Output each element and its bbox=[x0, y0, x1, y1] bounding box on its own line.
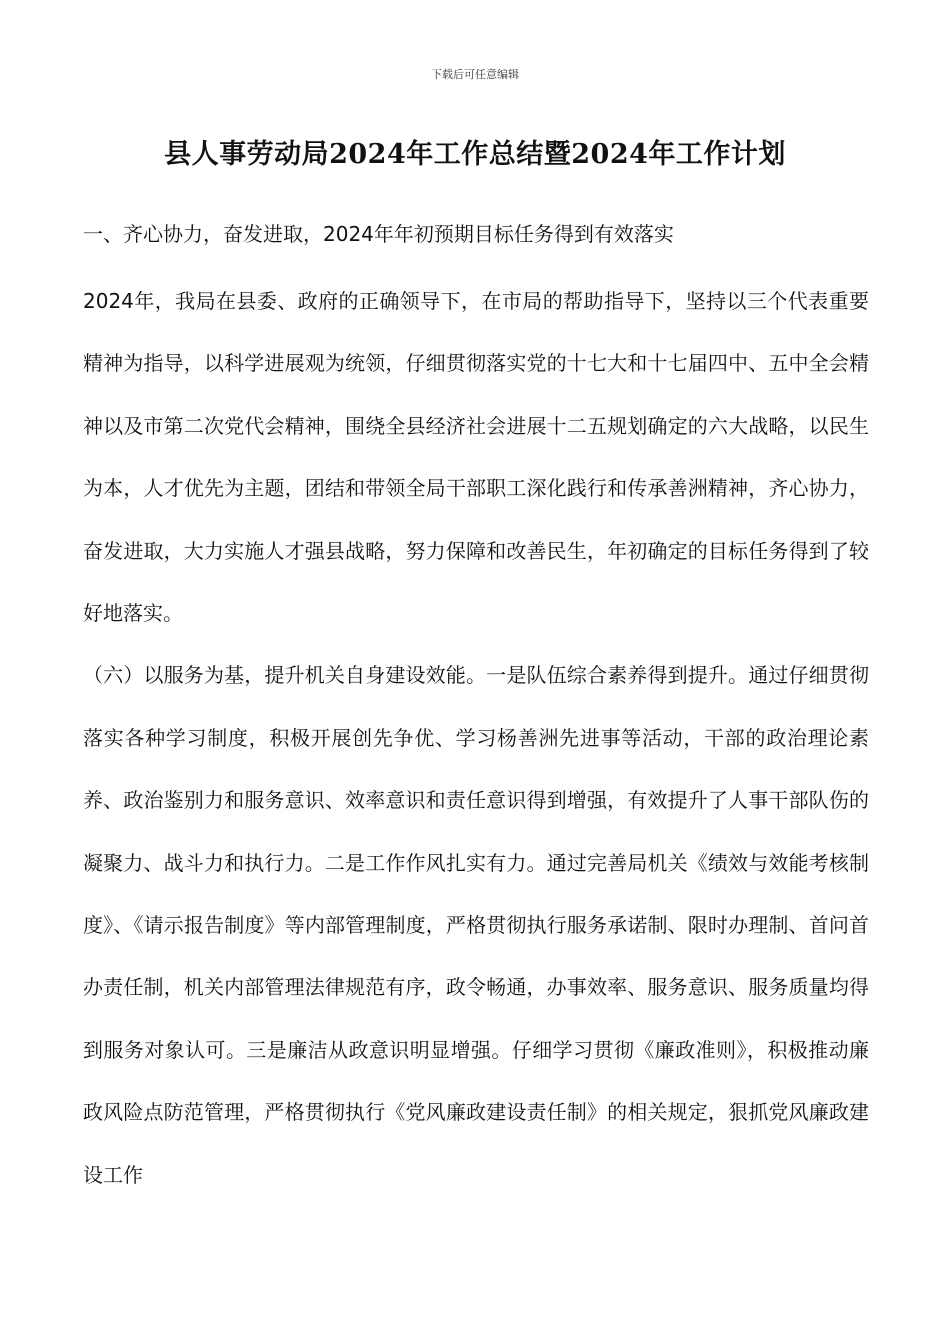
document-body bbox=[83, 222, 869, 1206]
document-title: 县人事劳动局2024年工作总结暨2024年工作计划 bbox=[164, 139, 786, 170]
paragraph-service: （六）以服务为基，提升机关自身建设效能。一是队伍综合素养得到提升。通过仔细贯彻落实各种学习制度，积极开展创先争优、学习杨善洲先进事等活动，干部的政治理论素养、政治鉴别力和服务意识、效率意识和责任意识得到增强，有效提升了人事干部队伤的凝聚力、战斗力和执行力。二是工作作风扎实有力。通过完善局机关《绩效与效能考核制度》、《请示报告制度》等内部管理制度，严格贯彻执行服务承诺制、限时办理制、首问首办责任制，机关内部管理法律规范有序，政令畅通，办事效率、服务意识、服务质量均得到服务对象认可。三是廉洁从政意识明显增强。仔细学习贯彻《廉政准则》，积极推动廉政风险点防范管理，严格贯彻执行《党风廉政建设责任制》的相关规定，狠抓党风廉政建设工作 bbox=[83, 663, 869, 1187]
section-heading: 一、齐心协力，奋发进取，2024年年初预期目标任务得到有效落实 bbox=[83, 222, 674, 246]
header-note: 下载后可任意编辑 bbox=[431, 68, 519, 81]
paragraph-overview: 2024年，我局在县委、政府的正确领导下，在市局的帮助指导下，坚持以三个代表重要精神为指导，以科学进展观为统领，仔细贯彻落实党的十七大和十七届四中、五中全会精神以及市第二次党代会精神，围绕全县经济社会进展十二五规划确定的六大战略，以民生为本，人才优先为主题，团结和带领全局干部职工深化践行和传承善洲精神，齐心协力，奋发进取，大力实施人才强县战略，努力保障和改善民生，年初确定的目标任务得到了较好地落实。 bbox=[83, 289, 869, 626]
